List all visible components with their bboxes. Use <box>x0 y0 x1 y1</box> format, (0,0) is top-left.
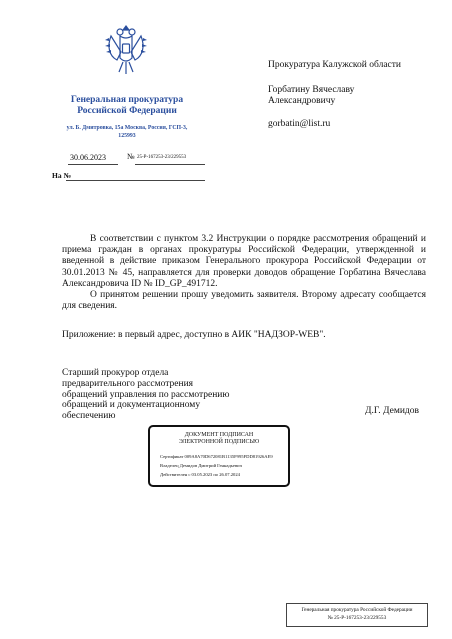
recipient-name-line2: Александровичу <box>268 96 336 106</box>
registration-footer <box>286 603 428 627</box>
signer-position-line: обеспечению <box>62 411 116 422</box>
signer-position <box>62 368 242 422</box>
stamp-validity: Действителен с 03.05.2023 по 26.07.2024 <box>160 472 240 477</box>
signer-position-line: Старший прокурор отдела <box>62 368 169 378</box>
org-name: Генеральная прокуратура Российской Федерации <box>70 95 184 116</box>
signer-name: Д.Г. Демидов <box>365 406 420 416</box>
attachment-note: Приложение: в первый адрес, доступно в АИК "НАДЗОР-WEB". <box>62 330 326 340</box>
footer-org: Генеральная прокуратура Российской Федерации <box>301 607 413 613</box>
footer-number: № 25-Р-167253-23/229553 <box>327 615 387 621</box>
recipient-org: Прокуратура Калужской области <box>268 60 402 70</box>
number-underline <box>135 164 205 165</box>
letter-body <box>62 234 426 312</box>
stamp-title-line: ДОКУМЕНТ ПОДПИСАН <box>184 432 254 438</box>
signer-position-line: обращений и документационному <box>62 400 201 411</box>
body-paragraph-2: О принятом решении прошу уведомить заявителя. Второму адресату сообщается для сведения. <box>62 290 426 312</box>
signer-position-line: обращений управления по рассмотрению <box>62 389 230 400</box>
stamp-certificate: Сертификат 009A8A70D672081B1135F995FDD81926AE9 <box>160 454 273 459</box>
recipient-email: gorbatin@list.ru <box>268 119 331 129</box>
coat-of-arms-icon <box>103 22 149 80</box>
stamp-owner: Владелец Демидов Дмитрий Геннадьевич <box>160 463 242 468</box>
body-paragraph-1: В соответствии с пунктом 3.2 Инструкции о порядке рассмотрения обращений и приема граждан в органах прокуратуры Российской Федерации, утвержденной и введенной в действие приказом Генерального прокурора Российской Федерации от 30.01.2013 № 45, направляется для проверки доводов обращение Горбатина Вячеслава Александровича ID № ID_GP_491712. <box>62 234 426 289</box>
document-number: 25-Р-167253-23/229553 <box>137 155 187 160</box>
date-underline <box>68 164 118 165</box>
org-address: ул. Б. Дмитровка, 15а Москва, Россия, ГСП-3, 125993 <box>66 125 188 139</box>
document-date: 30.06.2023 <box>70 153 106 162</box>
signer-position-line: предварительного рассмотрения <box>62 378 194 389</box>
number-sign: № <box>127 152 135 161</box>
reference-underline <box>66 180 205 181</box>
stamp-title <box>150 432 288 446</box>
stamp-title-line: ЭЛЕКТРОННОЙ ПОДПИСЬЮ <box>178 439 260 445</box>
e-signature-stamp <box>148 425 290 487</box>
recipient-name-line1: Горбатину Вячеславу <box>268 85 355 95</box>
reference-label: На № <box>52 171 71 180</box>
